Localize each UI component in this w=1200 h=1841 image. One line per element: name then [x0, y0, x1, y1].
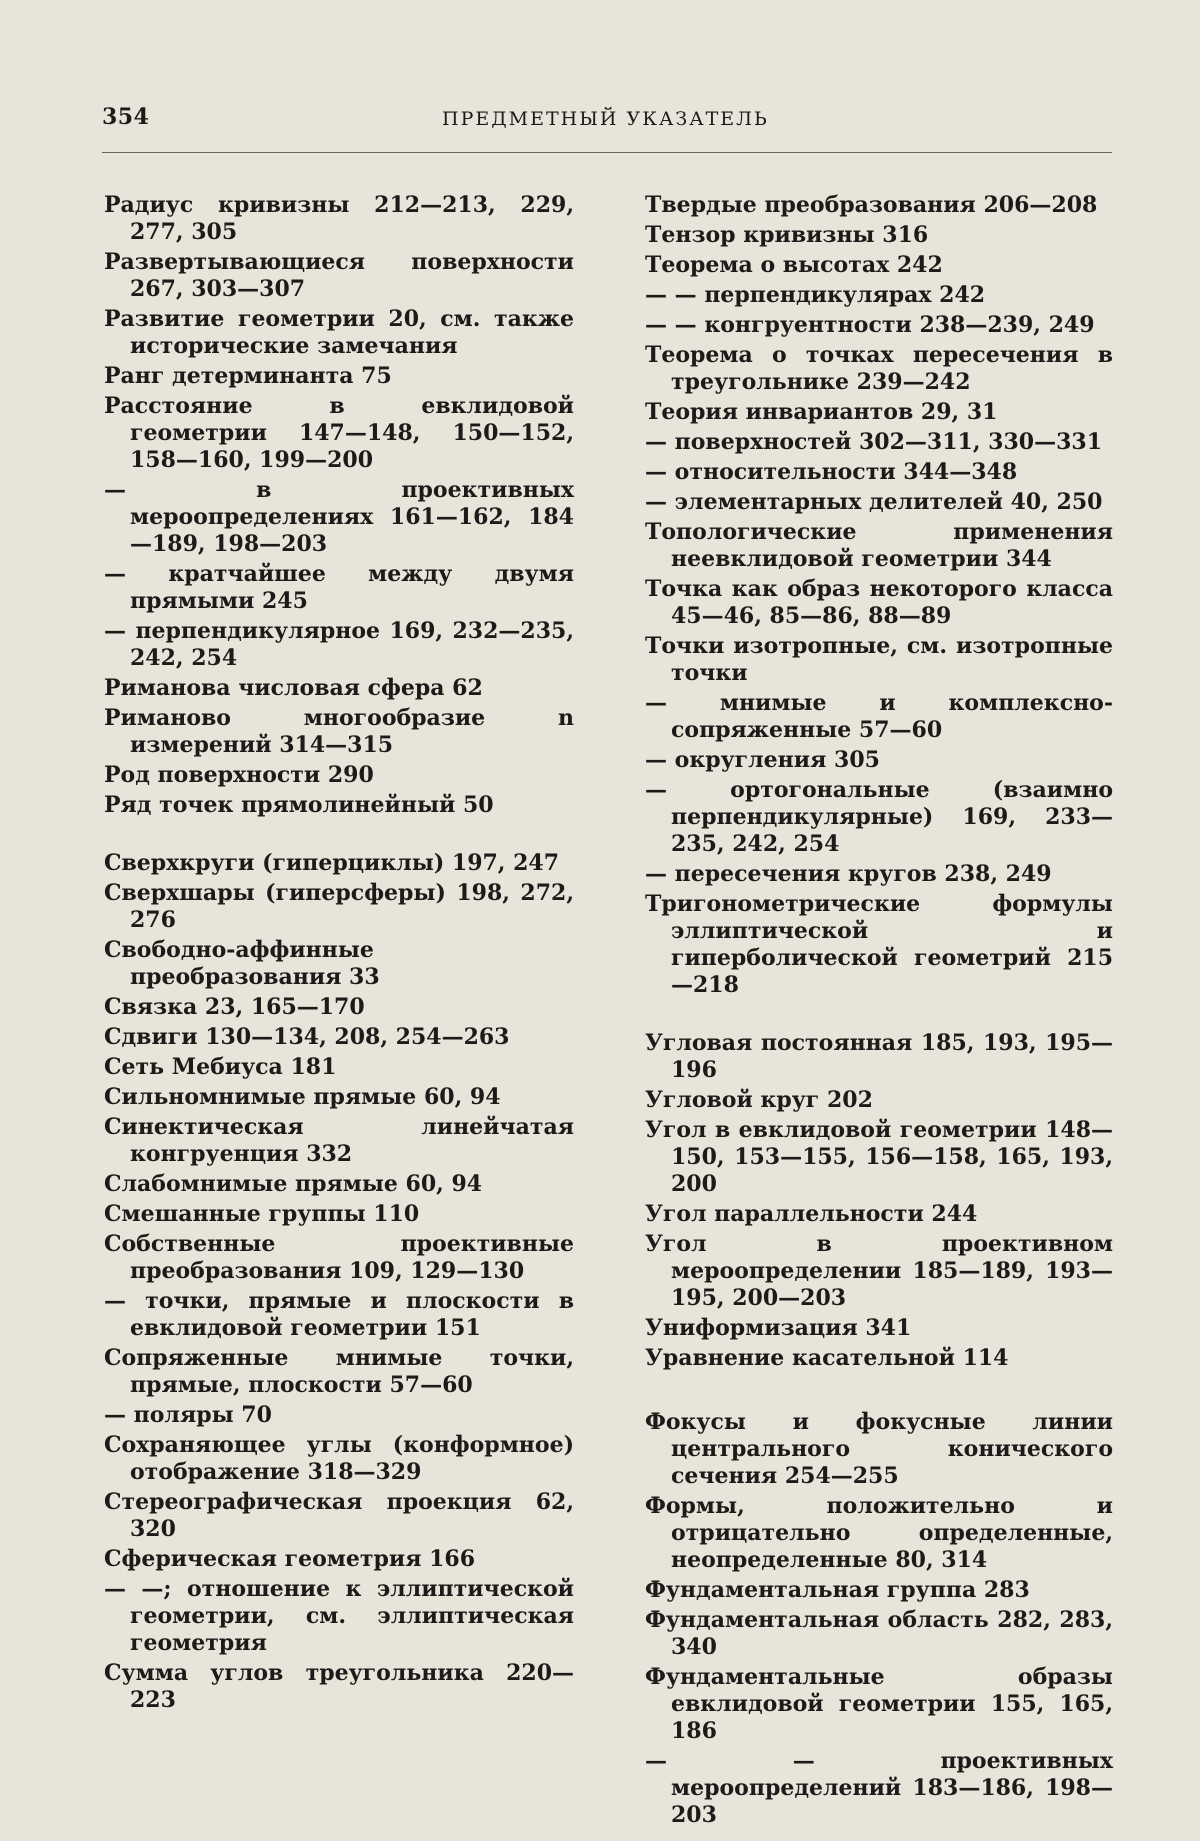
index-entry: Угловая постоянная 185, 193, 195—196: [645, 1030, 1113, 1083]
index-entry: Свободно-аффинные преобразования 33: [104, 937, 380, 990]
index-entry: Радиус кривизны 212—213, 229, 277, 305: [104, 192, 574, 245]
index-entry: Сферическая геометрия 166: [104, 1546, 476, 1572]
index-entry: Угловой круг 202: [645, 1087, 873, 1113]
index-entry: — перпендикулярное 169, 232—235, 242, 254: [104, 618, 574, 671]
index-entry: Ряд точек прямолинейный 50: [104, 792, 494, 818]
index-entry: — кратчайшее между двумя прямыми 245: [104, 561, 574, 614]
index-entry: Теорема о точках пересечения в треугольнике 239—242: [645, 342, 1113, 395]
index-entry: Точки изотропные, см. изотропные точки: [645, 633, 1113, 686]
index-entry: — мнимые и комплексно-сопряженные 57—60: [645, 690, 1113, 743]
index-entry: — точки, прямые и плоскости в евклидовой геометрии 151: [104, 1288, 574, 1341]
index-entry: Синектическая линейчатая конгруенция 332: [104, 1114, 574, 1167]
index-entry: Связка 23, 165—170: [104, 994, 365, 1020]
index-entry: Ранг детерминанта 75: [104, 363, 392, 389]
index-entry: Фундаментальные образы евклидовой геометрии 155, 165, 186: [645, 1664, 1113, 1744]
index-entry: Формы, положительно и отрицательно определенные, неопределенные 80, 314: [645, 1493, 1113, 1573]
letter-group-gap: [645, 1002, 1113, 1030]
index-entry: Риманово многообразие n измерений 314—315: [104, 705, 574, 758]
index-entry: Развитие геометрии 20, см. также исторические замечания: [104, 306, 574, 359]
index-entry: Угол параллельности 244: [645, 1201, 978, 1227]
index-entry: Сильномнимые прямые 60, 94: [104, 1084, 501, 1110]
letter-group-gap: [645, 1375, 1113, 1409]
header-rule: [102, 152, 1112, 153]
index-entry: Фундаментальная группа 283: [645, 1577, 1030, 1603]
index-entry: — в проективных мероопределениях 161—162, 184—189, 198—203: [104, 477, 574, 557]
index-entry: — ортогональные (взаимно перпендикулярные) 169, 233—235, 242, 254: [645, 777, 1113, 857]
letter-group-gap: [104, 822, 574, 850]
index-entry: Слабомнимые прямые 60, 94: [104, 1171, 483, 1197]
index-entry: Расстояние в евклидовой геометрии 147—148, 150—152, 158—160, 199—200: [104, 393, 574, 473]
index-entry: — относительности 344—348: [645, 459, 1018, 485]
index-entry: — поляры 70: [104, 1402, 272, 1428]
index-entry: Угол в евклидовой геометрии 148—150, 153—155, 156—158, 165, 193, 200: [645, 1117, 1113, 1197]
index-entry: Фокусы и фокусные линии центрального конического сечения 254—255: [645, 1409, 1113, 1489]
index-entry: — поверхностей 302—311, 330—331: [645, 429, 1103, 455]
index-entry: Фундаментальная область 282, 283, 340: [645, 1607, 1113, 1660]
index-column-left: [104, 192, 574, 1717]
index-entry: — —; отношение к эллиптической геометрии, см. эллиптическая геометрия: [104, 1576, 574, 1656]
index-entry: Риманова числовая сфера 62: [104, 675, 483, 701]
index-entry: — элементарных делителей 40, 250: [645, 489, 1103, 515]
index-entry: Точка как образ некоторого класса 45—46, 85—86, 88—89: [645, 576, 1113, 629]
page-header: [102, 102, 1112, 142]
index-entry: — — проективных мероопределений 183—186, 198—203: [645, 1748, 1113, 1828]
index-entry: Топологические применения неевклидовой геометрии 344: [645, 519, 1113, 572]
index-entry: Сдвиги 130—134, 208, 254—263: [104, 1024, 510, 1050]
index-entry: Сверхкруги (гиперциклы) 197, 247: [104, 850, 560, 876]
index-column-right: [645, 192, 1113, 1832]
running-title: ПРЕДМЕТНЫЙ УКАЗАТЕЛЬ: [442, 108, 769, 130]
index-entry: — — конгруентности 238—239, 249: [645, 312, 1095, 338]
index-entry: Собственные проективные преобразования 109, 129—130: [104, 1231, 574, 1284]
index-entry: Уравнение касательной 114: [645, 1345, 1009, 1371]
index-entry: Развертывающиеся поверхности 267, 303—307: [104, 249, 574, 302]
index-entry: Сверхшары (гиперсферы) 198, 272, 276: [104, 880, 574, 933]
index-entry: Тригонометрические формулы эллиптической и гиперболической геометрий 215—218: [645, 891, 1113, 998]
index-entry: — — перпендикулярах 242: [645, 282, 986, 308]
index-entry: Униформизация 341: [645, 1315, 912, 1341]
index-entry: Сеть Мебиуса 181: [104, 1054, 337, 1080]
index-entry: Сопряженные мнимые точки, прямые, плоскости 57—60: [104, 1345, 574, 1398]
index-entry: Смешанные группы 110: [104, 1201, 420, 1227]
index-entry: Сумма углов треугольника 220—223: [104, 1660, 574, 1713]
index-entry: — округления 305: [645, 747, 880, 773]
index-entry: — пересечения кругов 238, 249: [645, 861, 1052, 887]
index-entry: Твердые преобразования 206—208: [645, 192, 1098, 218]
index-entry: Угол в проективном мероопределении 185—189, 193—195, 200—203: [645, 1231, 1113, 1311]
page-number: 354: [102, 104, 150, 130]
index-entry: Теорема о высотах 242: [645, 252, 943, 278]
index-entry: Тензор кривизны 316: [645, 222, 929, 248]
index-entry: Стереографическая проекция 62, 320: [104, 1489, 574, 1542]
index-entry: Сохраняющее углы (конформное) отображение 318—329: [104, 1432, 574, 1485]
index-entry: Род поверхности 290: [104, 762, 374, 788]
index-entry: Теория инвариантов 29, 31: [645, 399, 998, 425]
